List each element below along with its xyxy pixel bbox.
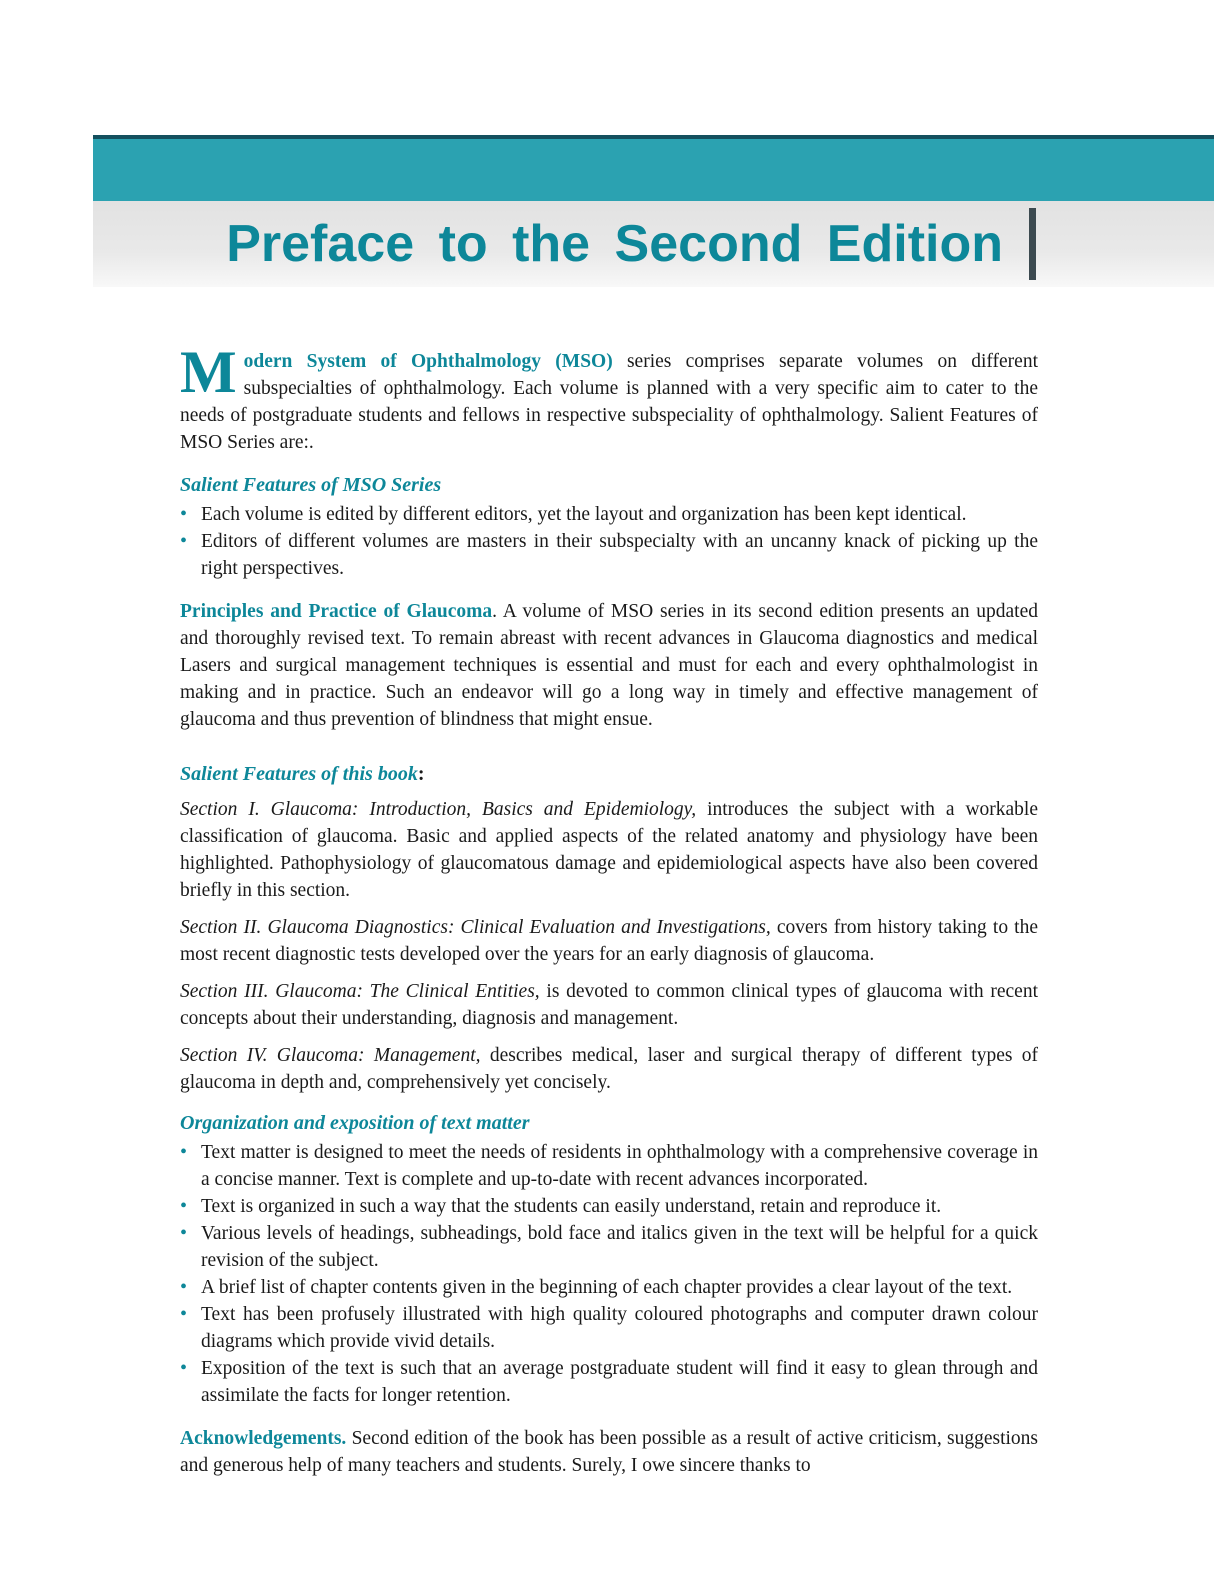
- section-paragraph-3: [180, 978, 1038, 1032]
- section-text: is devoted to common clinical types of glaucoma with recent concepts about their understanding, diagnosis and management.: [180, 981, 1039, 1029]
- bullet-icon: •: [180, 1195, 188, 1217]
- section-lead: Section IV. Glaucoma: Management,: [180, 1045, 481, 1066]
- intro-text: series comprises separate volumes on different subspecialties of ophthalmology. Each volume is planned with a very specific aim to cater to the needs of postgraduate students and fellows in respective subspeciality of ophthalmology. Salient Features of MSO Series are:.: [180, 351, 1038, 453]
- section-paragraph-2: [180, 914, 1038, 968]
- bullet-icon: •: [180, 1303, 188, 1325]
- bullet-item: [180, 528, 1038, 582]
- bullet-item: [180, 1193, 1038, 1220]
- bullet-text: Editors of different volumes are masters in their subspecialty with an uncanny knack of picking up the right perspectives.: [201, 531, 1038, 579]
- bullet-text: Exposition of the text is such that an average postgraduate student will find it easy to glean through and assimilate the facts for longer retention.: [201, 1358, 1038, 1406]
- title-band: [93, 201, 1214, 287]
- bullet-item: [180, 1139, 1038, 1193]
- heading-salient-book-text: Salient Features of this book: [180, 763, 418, 785]
- body-column: [180, 339, 1039, 1493]
- bullet-text: A brief list of chapter contents given in the beginning of each chapter provides a clear layout of the text.: [201, 1277, 1013, 1298]
- bullet-item: [180, 1301, 1038, 1355]
- bullet-item: [180, 1220, 1038, 1274]
- principles-paragraph: [180, 598, 1038, 733]
- intro-paragraph: [180, 339, 1038, 456]
- principles-lead: Principles and Practice of Glaucoma: [180, 601, 493, 622]
- heading-colon: :: [417, 763, 425, 785]
- section-paragraph-1: [180, 796, 1038, 904]
- bullet-item: [180, 1274, 1038, 1301]
- principles-text: . A volume of MSO series in its second edition presents an updated and thoroughly revised text. To remain abreast with recent advances in Glaucoma diagnostics and medical Lasers and surgical management techniques is essential and must for each and every ophthalmologist in making and in practice. Such an endeavor will go a long way in timely and effective management of glaucoma and thus prevention of blindness that might ensue.: [180, 601, 1038, 730]
- section-text: describes medical, laser and surgical therapy of different types of glaucoma in depth and, comprehensively yet concisely.: [180, 1045, 1038, 1093]
- section-text: introduces the subject with a workable classification of glaucoma. Basic and applied aspects of the related anatomy and physiology have been highlighted. Pathophysiology of glaucomatous damage and epidemiological aspects have also been covered briefly in this section.: [180, 799, 1038, 901]
- section-paragraph-4: [180, 1042, 1038, 1096]
- page-title: Preface to the Second Edition: [226, 215, 1003, 273]
- bullet-icon: •: [180, 503, 188, 525]
- heading-salient-book: [180, 761, 1038, 788]
- section-lead: Section III. Glaucoma: The Clinical Entities,: [180, 981, 540, 1002]
- section-text: covers from history taking to the most recent diagnostic tests developed over the years for an early diagnosis of glaucoma.: [180, 917, 1038, 965]
- bullet-icon: •: [180, 530, 188, 552]
- bullet-text: Each volume is edited by different editors, yet the layout and organization has been kept identical.: [201, 504, 967, 525]
- bullet-text: Various levels of headings, subheadings, bold face and italics given in the text will be helpful for a quick revision of the subject.: [201, 1223, 1038, 1271]
- section-lead: Section I. Glaucoma: Introduction, Basics and Epidemiology,: [180, 799, 697, 820]
- bullet-item: [180, 501, 1038, 528]
- intro-lead: odern System of Ophthalmology (MSO): [243, 351, 613, 372]
- bullet-icon: •: [180, 1141, 188, 1163]
- bullet-list-mso: [180, 501, 1038, 582]
- heading-organization: Organization and exposition of text matter: [180, 1112, 530, 1134]
- bullet-text: Text matter is designed to meet the needs of residents in ophthalmology with a comprehensive coverage in a concise manner. Text is complete and up-to-date with recent advances incorporated.: [201, 1142, 1038, 1190]
- bullet-text: Text has been profusely illustrated with high quality coloured photographs and computer drawn colour diagrams which provide vivid details.: [201, 1304, 1038, 1352]
- bullet-icon: •: [180, 1222, 188, 1244]
- section-lead: Section II. Glaucoma Diagnostics: Clinical Evaluation and Investigations,: [180, 917, 771, 938]
- acknowledgements-text: Second edition of the book has been possible as a result of active criticism, suggestions and generous help of many teachers and students. Surely, I owe sincere thanks to: [180, 1428, 1038, 1476]
- dropcap-letter: M: [180, 339, 237, 405]
- header-teal-band: [93, 135, 1214, 201]
- acknowledgements-paragraph: [180, 1425, 1038, 1479]
- bullet-item: [180, 1355, 1038, 1409]
- title-vertical-rule: [1029, 208, 1036, 280]
- bullet-icon: •: [180, 1357, 188, 1379]
- bullet-text: Text is organized in such a way that the students can easily understand, retain and reproduce it.: [201, 1196, 942, 1217]
- bullet-icon: •: [180, 1276, 188, 1298]
- bullet-list-organization: [180, 1139, 1038, 1409]
- heading-salient-mso: Salient Features of MSO Series: [180, 474, 442, 496]
- acknowledgements-lead: Acknowledgements.: [180, 1428, 347, 1449]
